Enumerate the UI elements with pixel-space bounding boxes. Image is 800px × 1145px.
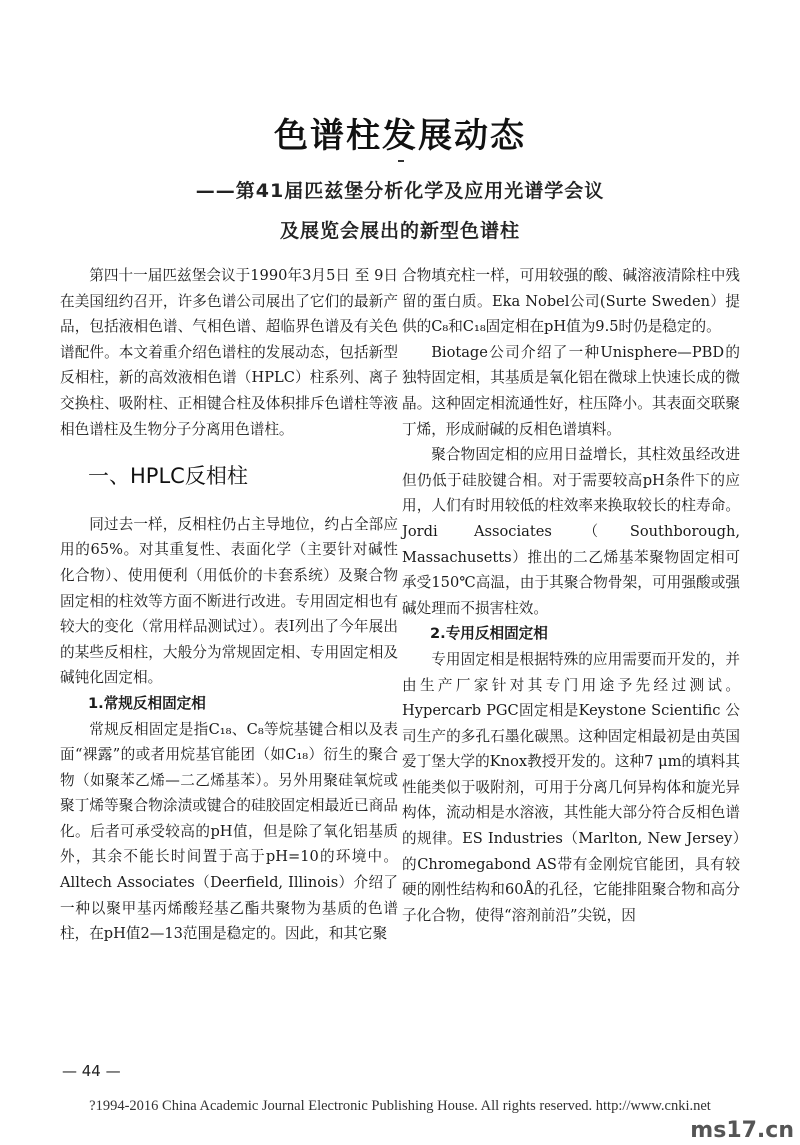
intro-paragraph: 第四十一届匹兹堡会议于1990年3月5日 至 9日在美国纽约召开，许多色谱公司展出了它们的最新产品，包括液相色谱、气相色谱、超临界色谱及有关色谱配件。本文着重介绍色谱柱的发展动态，包括新型反相柱，新的高效液相色谱（HPLC）柱系列、离子交换柱、吸附柱、正相键合柱及体积排斥色谱柱等液相色谱柱及生物分子分离用色谱柱。 <box>60 267 398 438</box>
copyright-footer: ?1994-2016 China Academic Journal Electronic Publishing House. All rights reserved. http://www.cnki.net <box>89 1098 711 1114</box>
right-column <box>402 263 740 928</box>
site-watermark: ms17.cn <box>690 1118 794 1143</box>
subheading-conventional-phase: 1.常规反相固定相 <box>88 694 206 712</box>
body-paragraph: 常规反相固定是指C₁₈、C₈等烷基键合相以及表面“裸露”的或者用烷基官能团（如C₁₈）衍生的聚合物（如聚苯乙烯—二乙烯基苯）。另外用聚硅氧烷或聚丁烯等聚合物涂渍或键合的硅胶固定相最近已商品化。后者可承受较高的pH值，但是除了氧化铝基质外，其余不能长时间置于高于pH=10的环境中。Alltech Associates（Deerfield, Illinois）介绍了一种以聚甲基丙烯酸羟基乙酯共聚物为基质的色谱柱，在pH值2—13范围是稳定的。因此，和其它聚 <box>60 720 398 943</box>
subheading-special-phase: 2.专用反相固定相 <box>430 625 548 643</box>
body-paragraph: 聚合物固定相的应用日益增长，其柱效虽经改进但仍低于硅胶键合相。对于需要较高pH条件下的应用，人们有时用较低的柱效率来换取较长的柱寿命。Jordi Associates（Southborough, Massachusetts）推出的二乙烯基苯聚物固定相可承受150℃高温，由于其聚合物骨架，可用强酸或强碱处理而不损害柱效。 <box>402 446 740 617</box>
subtitle-line-2: 及展览会展出的新型色谱柱 <box>279 220 520 242</box>
subtitle-line-1: ——第41届匹兹堡分析化学及应用光谱学会议 <box>195 180 605 202</box>
title-dash <box>398 160 404 162</box>
body-paragraph: 同过去一样，反相柱仍占主导地位，约占全部应用的65%。对其重复性、表面化学（主要针对碱性化合物）、使用便利（用低价的卡套系统）及聚合物固定相的柱效等方面不断进行改进。专用固定相也有较大的变化（常用样品测试过）。表Ⅰ列出了今年展出的某些反相柱，大般分为常规固定相、专用固定相及碱钝化固定相。 <box>60 515 398 687</box>
article-title: 色谱柱发展动态 <box>274 116 526 156</box>
body-paragraph: 合物填充柱一样，可用较强的酸、碱溶液清除柱中残留的蛋白质。Eka Nobel公司(Surte Sweden）提供的C₈和C₁₈固定相在pH值为9.5时仍是稳定的。 <box>402 267 740 336</box>
body-paragraph: 专用固定相是根据特殊的应用需要而开发的，并由生产厂家针对其专门用途予先经过测试。Hypercarb PGC固定相是Keystone Scientific 公司生产的多孔石墨化碳黑。这种固定相最初是由英国爱丁堡大学的Knox教授开发的。这种7 μm的填料其性能类似于吸附剂，可用于分离几何异构体和旋光异构体，流动相是水溶液，其性能大部分符合反相色谱的规律。ES Industries（Marlton, New Jersey）的Chromegabond AS带有金刚烷官能团，具有较硬的刚性结构和60Å的孔径，它能排阻聚合物和高分子化合物，使得“溶剂前沿”尖锐，因 <box>402 650 740 924</box>
section-heading-hplc: 一、HPLC反相柱 <box>88 464 248 489</box>
body-paragraph: Biotage公司介绍了一种Unisphere—PBD的独特固定相，其基质是氧化铝在微球上快速长成的微晶。这种固定相流通性好，柱压降小。其表面交联聚丁烯，形成耐碱的反相色谱填料。 <box>402 343 740 438</box>
left-column <box>60 263 398 947</box>
page-number: — 44 — <box>62 1062 121 1080</box>
